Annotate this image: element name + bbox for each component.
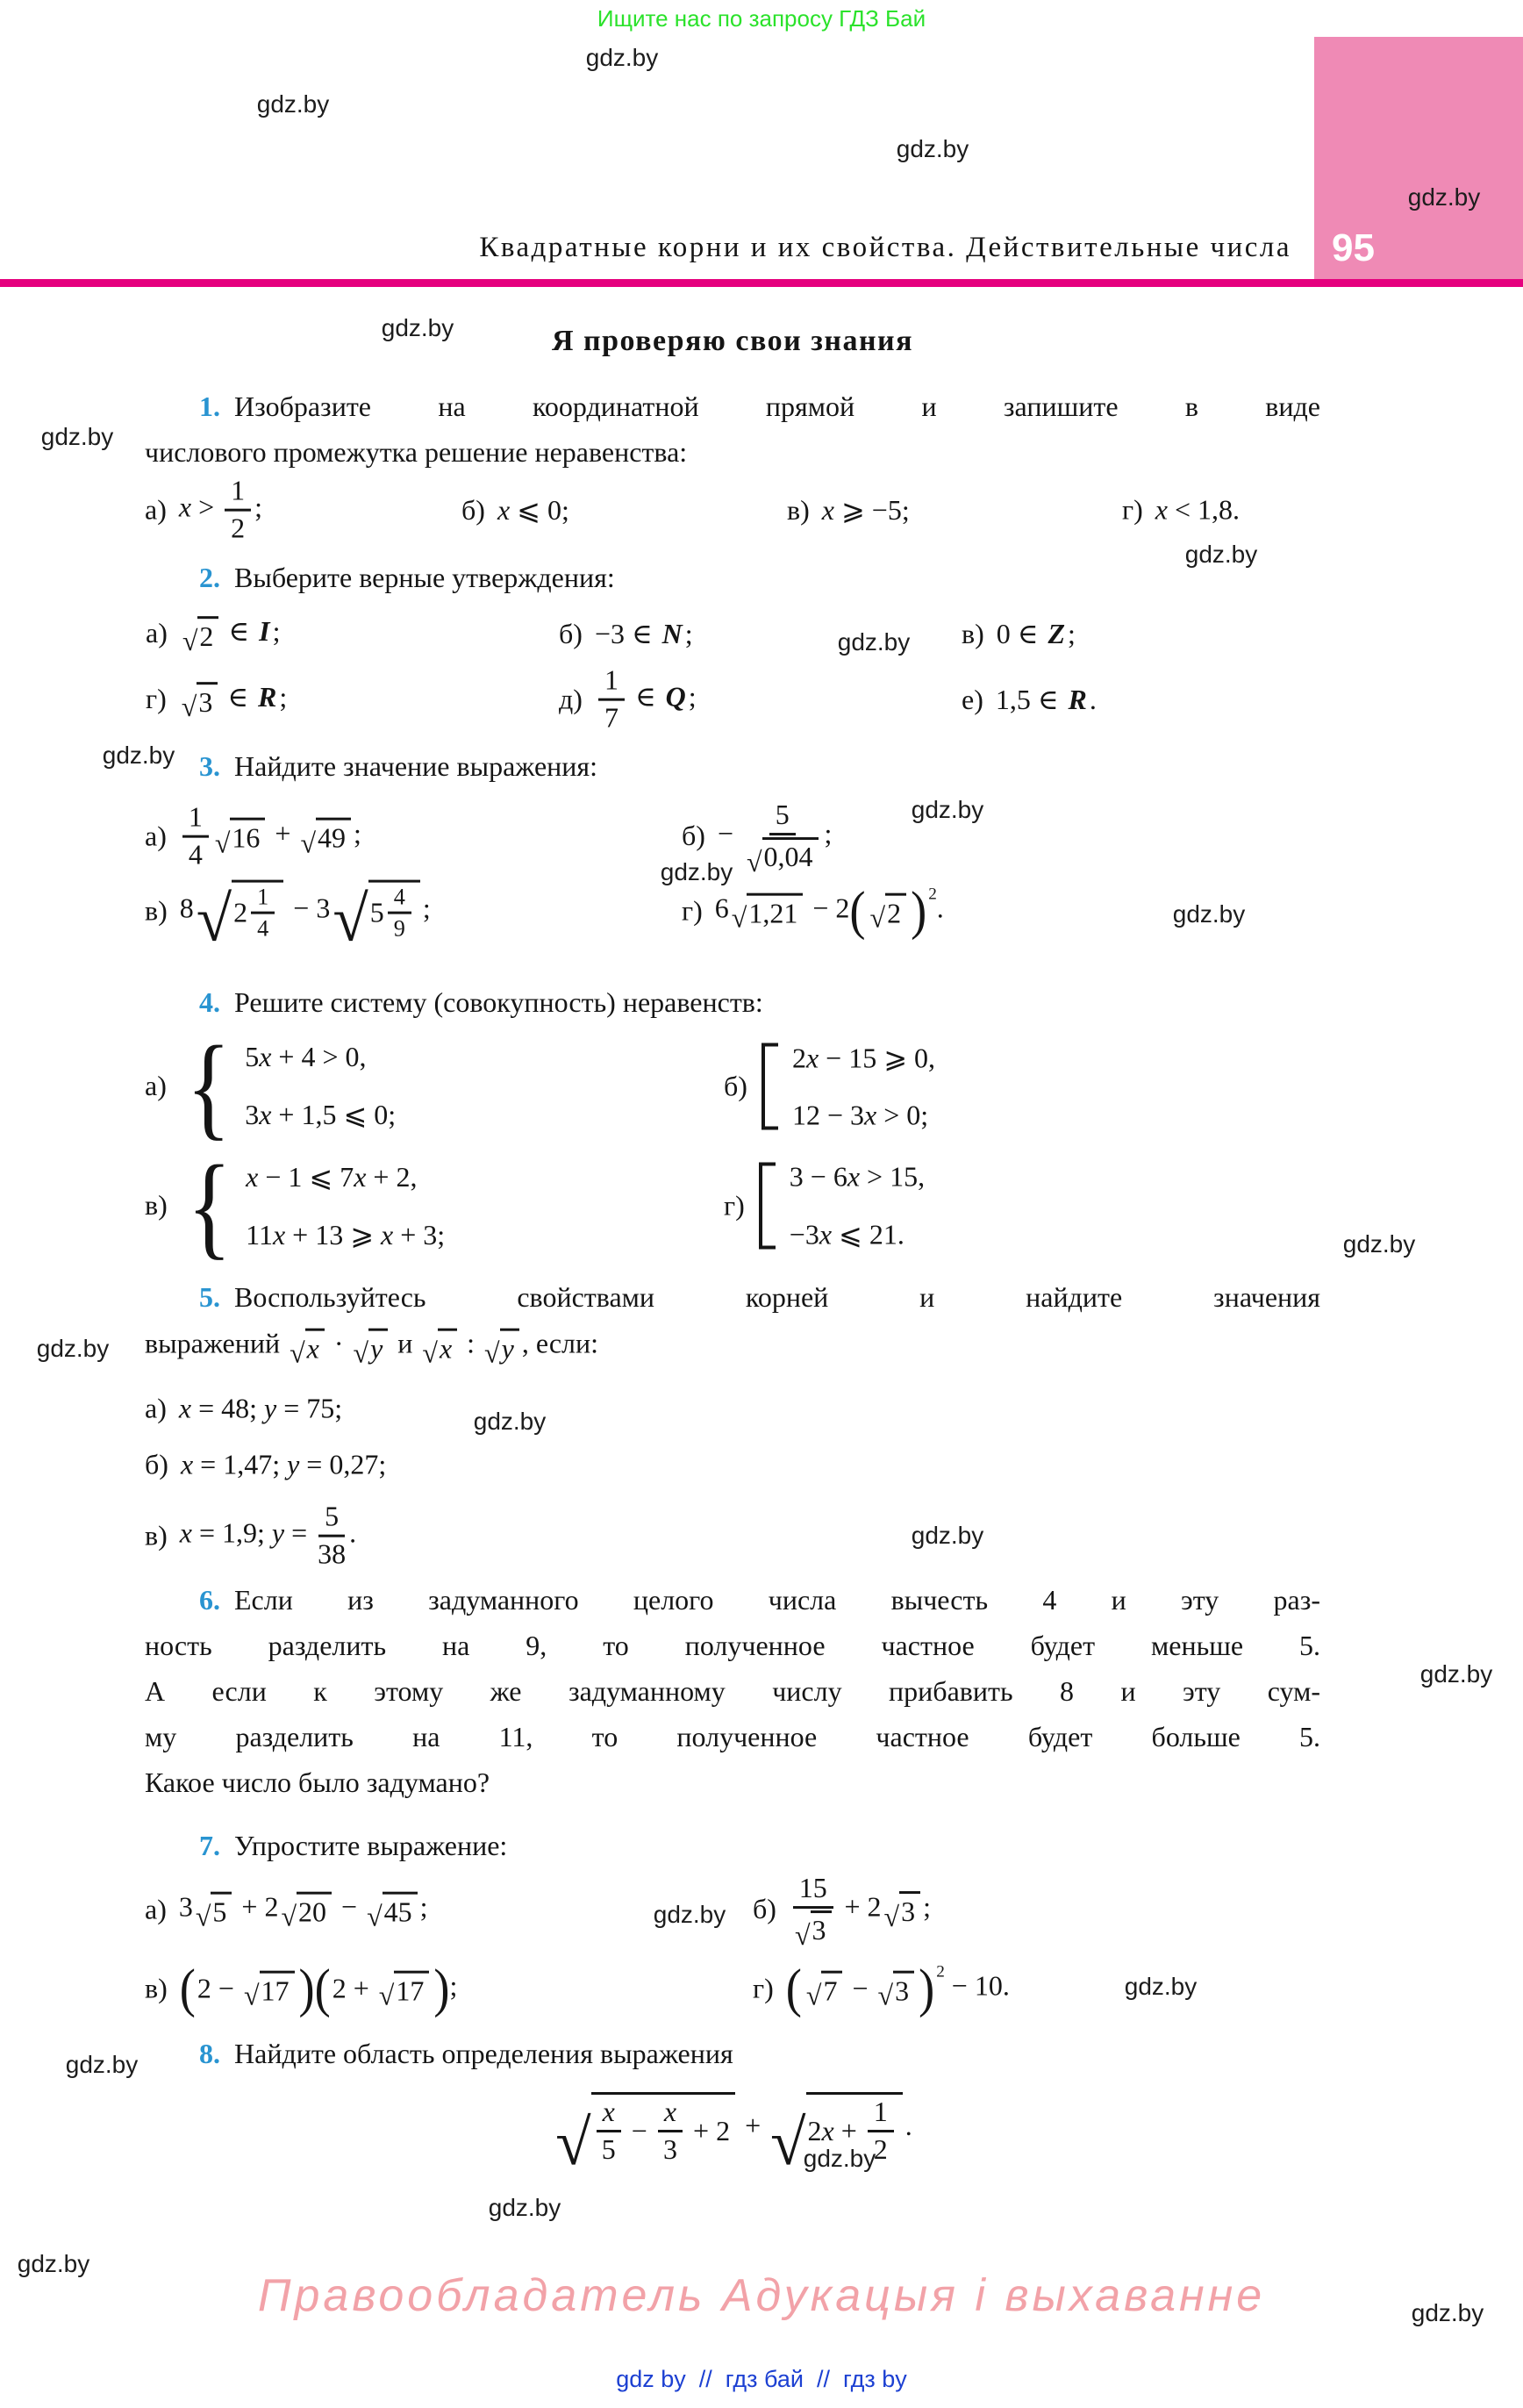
sqrt-radical: √ 2 [182,616,219,653]
math-expression: 3x + 1,5 ⩽ 0; [245,1099,397,1131]
task-5-item-v: в) x = 1,9; y = $\frac{5}{38}$ . [145,1500,357,1570]
task-6-paragraph: 6. Если из задуманного целого числа вычесть 4 и эту раз- ность разделить на 9, то полученное частное будет меньше 5. А если к этому же задуманному числу прибавить 8 и эту сум- му разделить на 11, то полученное частное будет больше 5. Какое число было задумано? [145,1584,1320,1798]
chapter-title: Квадратные корни и их свойства. Действительные числа [479,232,1291,263]
task-7-option-a: а) 3 √ 5 + 2 √ 20 − √ 45 ; [145,1890,428,1933]
task-2-intro: 2. Выберите верные утверждения: [199,562,615,593]
task-1-option-g: г) x < 1,8. [1122,493,1241,526]
task-4-system-g [724,1161,925,1251]
math-expression: 15 √ 3 + 2 √ 3 ; [789,1873,931,1946]
math-expression: 12 − 3x > 0; [791,1099,929,1131]
task-5-number: 5. [199,1281,220,1313]
watermark-text: gdz.by [1184,541,1258,568]
sqrt-radical: √ 17 [244,1970,295,2007]
task-3-intro: 3. Найдите значение выражения: [199,750,598,782]
math-expression: 6 √ 1,21 − 2 ( √ 2 ) $^2$. [714,881,944,941]
math-expression: 2x − 15 ⩾ 0, [791,1042,935,1074]
task-3-option-v: в) 8 √ 2 $\frac{1}{4}$ − 3 √ 5 $\frac{4}{9}$ ; [145,880,431,942]
task-1-option-v: в) x ⩾ −5; [787,493,910,526]
task-7-intro: 7. Упростите выражение: [199,1830,508,1861]
sqrt-radical: √ 3 [878,1970,915,2007]
sqrt-radical: √ 17 [379,1970,430,2007]
math-expression: x > $\frac{1}{2}$ ; [178,474,262,544]
math-expression: − 5 √ 0,04 ; [717,799,833,878]
task-1-option-b: б) x ⩽ 0; [461,493,569,526]
watermark-text: gdz.by [660,858,733,885]
task-2-row1 [145,604,1320,663]
task-1-number: 1. [199,391,220,422]
watermark-text: gdz.by [911,796,984,823]
option-label: а) [145,1070,167,1102]
math-expression: √ 3 ∈ R; [181,681,288,723]
task-3-option-g: г) 6 √ 1,21 − 2 ( √ 2 ) $^2$. [682,881,944,941]
sqrt-radical: √ 20 [281,1891,332,1928]
watermark-text: gdz.by [911,1522,984,1549]
task-1-options [145,469,1320,550]
task-4-system-a [145,1021,397,1151]
page-number-box [1314,37,1523,279]
task-8-expression [145,2083,1320,2178]
watermark-text: gdz.by [1124,1973,1198,2000]
sqrt-radical: √ 0,04 [747,837,819,873]
curly-brace: { [187,1141,232,1271]
watermark-text: gdz.by [256,90,330,118]
math-expression: x = 1,47; y = 0,27; [180,1448,387,1480]
math-expression: $\frac{1}{4}$ √ 16 + √ 49 ; [179,802,361,871]
math-expression: x = 48; y = 75; [178,1392,343,1424]
sqrt-radical: √ 7 [806,1970,843,2007]
math-expression: −3x ⩽ 21. [789,1218,905,1251]
task-2-number: 2. [199,562,220,593]
watermark-text: gdz.by [40,423,114,450]
math-expression: 8 √ 2 $\frac{1}{4}$ − 3 √ 5 $\frac{4}{9}$ ; [180,880,431,942]
sqrt-radical: √ 45 [367,1891,418,1928]
task-2-option-d: д) $\frac{1}{7}$ ∈ Q; [559,663,697,734]
math-expression: выражений √ x · √ y и √ x : √ y , если: [145,1327,598,1370]
sqrt-radical: √ 5 $\frac{4}{9}$ [332,880,420,942]
math-expression: x − 1 ⩽ 7x + 2, [246,1161,418,1193]
sqrt-radical: √ y [484,1328,519,1365]
math-expression: 3 − 6x > 15, [789,1160,926,1193]
task-7-option-b: б) 15 √ 3 + 2 √ 3 ; [753,1872,931,1951]
task-1-intro [145,383,1320,475]
watermark-text: gdz.by [837,628,911,656]
option-label: в) [145,1189,168,1222]
sqrt-radical: √ 2 x + $\frac{1}{2}$ [770,2092,903,2166]
sqrt-radical: √ 3 [884,1891,921,1928]
task-7-number: 7. [199,1830,220,1861]
task-7-option-g: г) ( √ 7 − √ 3 ) $^2$ − 10. [753,1959,1010,2018]
math-expression: x = 1,9; y = $\frac{5}{38}$ . [179,1500,357,1570]
watermark-text: gdz.by [585,44,659,71]
task-7-row1 [145,1866,1320,1953]
sqrt-radical: √ $\frac{x}{5}$ − $\frac{x}{3}$ + 2 [555,2092,735,2166]
watermark-text: gdz.by [381,314,454,341]
math-expression: −3 ∈ N; [594,618,693,649]
task-8-number: 8. [199,2038,220,2069]
math-expression: 1,5 ∈ R. [995,684,1097,715]
task-5-item-a: а) x = 48; y = 75; [145,1392,343,1424]
task-2-row2 [145,663,1320,736]
math-expression: x ⩽ 0; [497,494,569,526]
sqrt-radical: √ 2 $\frac{1}{4}$ [197,880,284,942]
sqrt-radical: √ 1,21 [732,892,804,929]
sqrt-radical: √ 49 [300,818,351,855]
task-2-option-g: г) √ 3 ∈ R; [146,681,288,723]
page-number: 95 [1332,226,1375,269]
math-expression: $\frac{1}{7}$ ∈ Q; [595,665,697,735]
watermark-text: gdz.by [896,135,969,162]
task-3-option-b: б) − 5 √ 0,04 ; [682,799,833,878]
task-5-line2 [145,1318,1320,1374]
math-expression: √ 2 ∈ I; [182,615,281,657]
task-4-row2 [145,1141,1320,1271]
task-6-number: 6. [199,1584,220,1616]
math-expression: 11x + 13 ⩾ x + 3; [246,1219,446,1251]
watermark-text: gdz.by [653,1901,726,1928]
watermark-text: gdz.by [1172,900,1246,928]
task-2-option-v: в) 0 ∈ Z; [962,617,1076,649]
watermark-text: gdz.by [1407,183,1481,211]
sqrt-radical: √ x [422,1328,457,1365]
sqrt-radical: √ 5 [196,1891,232,1928]
square-bracket [762,1043,778,1130]
task-2-option-b: б) −3 ∈ N; [559,617,693,649]
task-5-line1: 5. Воспользуйтесь свойствами корней и найдите значения [199,1281,1320,1313]
sqrt-radical: √ x [290,1328,325,1365]
task-4-system-b [724,1042,935,1132]
task-3-option-a: а) $\frac{1}{4}$ √ 16 + √ 49 ; [145,800,361,871]
footer-links[interactable]: gdz by // гдз бай // гдз by [616,2366,907,2392]
watermark-text: gdz.by [17,2250,90,2277]
task-1-option-a: а) x > $\frac{1}{2}$ ; [145,474,262,544]
task-4-intro: 4. Решите систему (совокупность) неравенств: [199,986,763,1018]
math-expression: 5x + 4 > 0, [245,1041,367,1073]
sqrt-radical: √ 3 [182,682,218,719]
promo-banner: Ищите нас по запросу ГДЗ Бай [597,5,926,32]
task-7-option-v: в) ( 2 − √ 17 ) ( 2 + √ 17 ) ; [145,1959,458,2018]
watermark-text: gdz.by [803,2145,876,2172]
sqrt-radical: √ 2 [870,892,907,929]
watermark-text: gdz.by [488,2194,561,2221]
math-expression: x < 1,8. [1155,493,1241,526]
watermark-text: gdz.by [1342,1230,1416,1258]
task-1-line2: числового промежутка решение неравенства: [145,436,688,468]
sqrt-radical: √ 3 [795,1910,832,1946]
math-expression: x ⩾ −5; [821,494,910,526]
task-1-line1: 1. Изобразите на координатной прямой и запишите в виде [199,391,1320,422]
math-expression: 0 ∈ Z; [996,618,1076,649]
watermark-text: gdz.by [36,1335,110,1362]
math-expression: √ $\frac{x}{5}$ − $\frac{x}{3}$ + 2 + √ 2 x + $\frac{1}{2}$ . [553,2092,912,2166]
option-label: г) [724,1189,745,1222]
task-2-option-e: е) 1,5 ∈ R. [962,683,1097,715]
watermark-text: gdz.by [1419,1660,1493,1688]
option-label: б) [724,1070,747,1102]
task-5-item-b: б) x = 1,47; y = 0,27; [145,1448,387,1480]
sqrt-radical: √ 16 [215,818,266,855]
task-4-number: 4. [199,986,220,1018]
task-8-intro: 8. Найдите область определения выражения [199,2038,733,2069]
task-4-row1 [145,1021,1320,1151]
math-expression: ( 2 − √ 17 ) ( 2 + √ 17 ) ; [179,1959,458,2018]
copyright-text: Правообладатель Адукацыя і выхаванне [257,2270,1266,2321]
task-4-system-v [145,1141,446,1271]
math-expression: ( √ 7 − √ 3 ) $^2$ − 10. [785,1959,1010,2018]
header-divider [0,279,1523,287]
watermark-text: gdz.by [65,2051,139,2078]
watermark-text: gdz.by [1411,2299,1484,2326]
sqrt-radical: √ y [354,1328,389,1365]
task-2-option-a: а) √ 2 ∈ I; [146,615,281,657]
square-bracket [759,1163,776,1250]
section-title: Я проверяю свои знания [551,325,914,357]
task-3-number: 3. [199,750,220,782]
watermark-text: gdz.by [473,1408,547,1435]
curly-brace: { [186,1021,231,1151]
watermark-text: gdz.by [102,742,175,769]
math-expression: 3 √ 5 + 2 √ 20 − √ 45 ; [178,1890,428,1933]
